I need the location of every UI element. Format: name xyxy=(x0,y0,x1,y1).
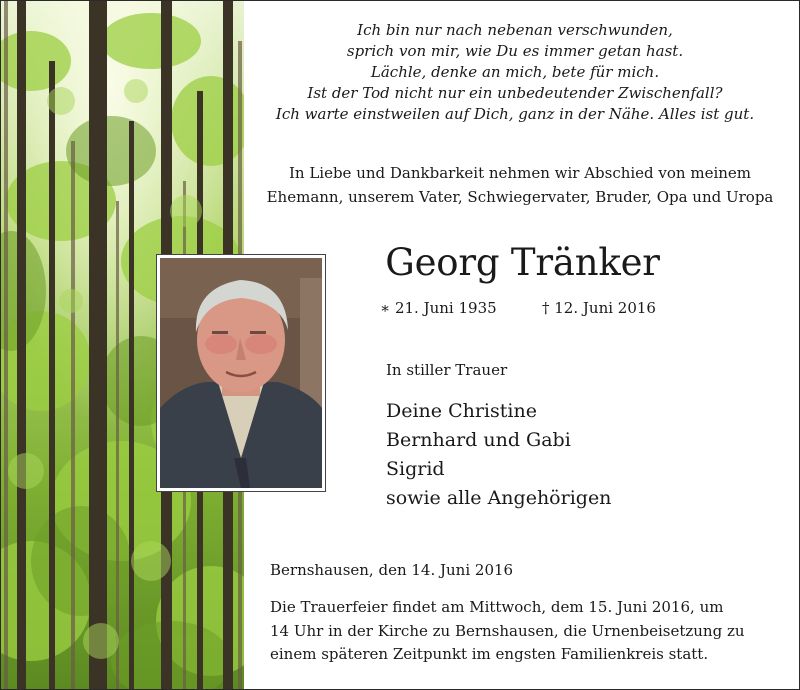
portrait-image xyxy=(160,258,322,488)
funeral-line: einem späteren Zeitpunkt im engsten Familienkreis statt. xyxy=(270,645,709,663)
deceased-name: Georg Tränker xyxy=(385,241,660,284)
verse-line: Ich bin nur nach nebenan verschwunden, xyxy=(357,21,673,39)
verse-line: Ich warte einstweilen auf Dich, ganz in der Nähe. Alles ist gut. xyxy=(275,105,755,123)
portrait-photo xyxy=(156,254,326,492)
farewell-intro xyxy=(260,162,780,209)
mourner-name: sowie alle Angehörigen xyxy=(386,487,612,509)
death-date: † 12. Juni 2016 xyxy=(542,299,656,317)
verse-line: Lächle, denke an mich, bete für mich. xyxy=(370,63,660,81)
place-and-date: Bernshausen, den 14. Juni 2016 xyxy=(270,561,514,579)
verse-line: Ist der Tod nicht nur ein unbedeutender Zwischenfall? xyxy=(307,84,723,102)
funeral-info xyxy=(270,596,775,667)
funeral-line: 14 Uhr in der Kirche zu Bernshausen, die Urnenbeisetzung zu xyxy=(270,621,745,640)
intro-line: Ehemann, unserem Vater, Schwiegervater, Bruder, Opa und Uropa xyxy=(266,187,774,206)
intro-line: In Liebe und Dankbarkeit nehmen wir Abschied von meinem xyxy=(288,164,752,182)
birth-date: ∗ 21. Juni 1935 xyxy=(380,299,497,317)
funeral-line: Die Trauerfeier findet am Mittwoch, dem 15. Juni 2016, um xyxy=(270,598,724,616)
mourner-name: Bernhard und Gabi xyxy=(386,429,571,451)
mourning-heading: In stiller Trauer xyxy=(386,361,508,379)
mourner-name: Sigrid xyxy=(386,458,445,480)
verse-line: sprich von mir, wie Du es immer getan hast. xyxy=(346,42,684,60)
mourner-name: Deine Christine xyxy=(386,400,537,422)
poem-verse xyxy=(255,20,775,125)
mourners-list xyxy=(386,397,611,513)
